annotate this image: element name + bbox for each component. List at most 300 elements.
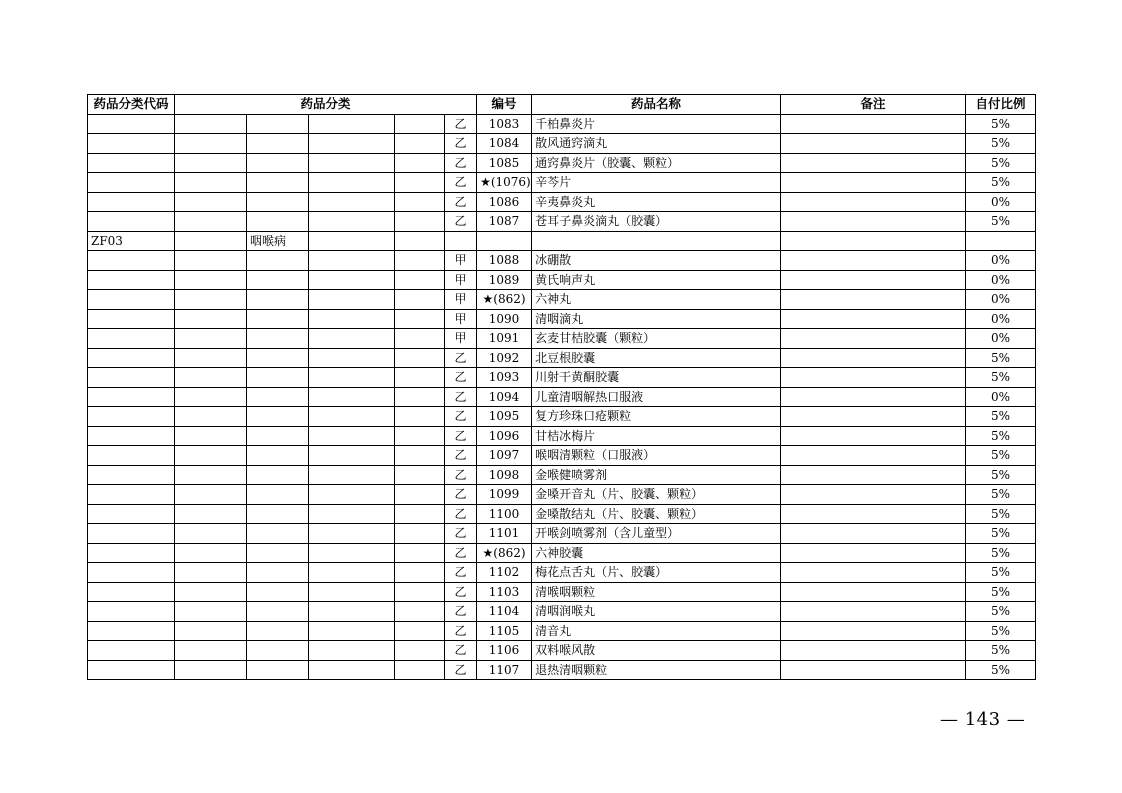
cell-drug-name: 清音丸 xyxy=(532,621,781,641)
cell-category xyxy=(247,524,309,544)
cell-ratio: 5% xyxy=(966,485,1036,505)
cell-category xyxy=(247,582,309,602)
cell-empty xyxy=(175,270,247,290)
cell-empty xyxy=(395,387,445,407)
cell-category-code xyxy=(88,465,175,485)
cell-number: 1106 xyxy=(477,641,532,661)
table-row xyxy=(88,368,1036,388)
table-row xyxy=(88,641,1036,661)
cell-grade: 乙 xyxy=(445,348,477,368)
cell-empty xyxy=(309,270,395,290)
cell-empty xyxy=(309,251,395,271)
cell-remark xyxy=(781,504,966,524)
cell-drug-name: 冰硼散 xyxy=(532,251,781,271)
cell-grade: 乙 xyxy=(445,504,477,524)
cell-category-code xyxy=(88,660,175,680)
header-category-code: 药品分类代码 xyxy=(88,95,175,115)
cell-category-code xyxy=(88,387,175,407)
cell-number: 1107 xyxy=(477,660,532,680)
cell-category xyxy=(247,602,309,622)
cell-category xyxy=(247,251,309,271)
cell-empty xyxy=(395,290,445,310)
cell-drug-name: 清咽滴丸 xyxy=(532,309,781,329)
cell-category xyxy=(247,407,309,427)
cell-empty xyxy=(395,543,445,563)
cell-drug-name: 开喉剑喷雾剂（含儿童型） xyxy=(532,524,781,544)
cell-category xyxy=(247,309,309,329)
table-row xyxy=(88,134,1036,154)
cell-ratio: 5% xyxy=(966,543,1036,563)
cell-drug-name: 金嗓开音丸（片、胶囊、颗粒） xyxy=(532,485,781,505)
cell-grade: 甲 xyxy=(445,309,477,329)
cell-ratio: 5% xyxy=(966,563,1036,583)
cell-remark xyxy=(781,407,966,427)
cell-empty xyxy=(175,290,247,310)
table-body xyxy=(88,114,1036,680)
cell-empty xyxy=(175,114,247,134)
cell-ratio: 5% xyxy=(966,582,1036,602)
cell-remark xyxy=(781,426,966,446)
cell-empty xyxy=(309,485,395,505)
cell-grade: 乙 xyxy=(445,446,477,466)
cell-grade: 乙 xyxy=(445,426,477,446)
cell-grade: 乙 xyxy=(445,524,477,544)
cell-number: 1101 xyxy=(477,524,532,544)
cell-remark xyxy=(781,192,966,212)
cell-empty xyxy=(309,504,395,524)
cell-empty xyxy=(395,153,445,173)
cell-ratio: 5% xyxy=(966,348,1036,368)
cell-number: 1098 xyxy=(477,465,532,485)
cell-category xyxy=(247,153,309,173)
cell-empty xyxy=(175,153,247,173)
cell-empty xyxy=(175,485,247,505)
cell-empty xyxy=(309,660,395,680)
cell-empty xyxy=(309,348,395,368)
cell-empty xyxy=(309,641,395,661)
cell-remark xyxy=(781,329,966,349)
cell-number: 1094 xyxy=(477,387,532,407)
cell-drug-name: 通窍鼻炎片（胶囊、颗粒） xyxy=(532,153,781,173)
cell-remark xyxy=(781,173,966,193)
cell-empty xyxy=(309,114,395,134)
cell-category-code xyxy=(88,407,175,427)
cell-empty xyxy=(395,446,445,466)
cell-drug-name: 甘桔冰梅片 xyxy=(532,426,781,446)
cell-drug-name: 儿童清咽解热口服液 xyxy=(532,387,781,407)
cell-empty xyxy=(395,641,445,661)
cell-empty xyxy=(175,192,247,212)
cell-grade: 乙 xyxy=(445,114,477,134)
cell-empty xyxy=(309,543,395,563)
table-row xyxy=(88,543,1036,563)
cell-remark xyxy=(781,368,966,388)
cell-category xyxy=(247,465,309,485)
cell-category-code xyxy=(88,524,175,544)
cell-number: 1102 xyxy=(477,563,532,583)
table-row xyxy=(88,348,1036,368)
cell-drug-name: 退热清咽颗粒 xyxy=(532,660,781,680)
cell-grade: 甲 xyxy=(445,290,477,310)
cell-category-code xyxy=(88,134,175,154)
table-header-row xyxy=(88,95,1036,115)
cell-remark xyxy=(781,309,966,329)
cell-empty xyxy=(309,212,395,232)
cell-grade: 乙 xyxy=(445,134,477,154)
cell-remark xyxy=(781,114,966,134)
cell-number: 1084 xyxy=(477,134,532,154)
cell-empty xyxy=(309,407,395,427)
cell-drug-name: 黄氏响声丸 xyxy=(532,270,781,290)
cell-empty xyxy=(175,641,247,661)
table-row xyxy=(88,660,1036,680)
cell-ratio: 0% xyxy=(966,387,1036,407)
cell-remark xyxy=(781,134,966,154)
drug-list-table xyxy=(87,94,1036,680)
cell-category xyxy=(247,212,309,232)
table-row xyxy=(88,582,1036,602)
table-row xyxy=(88,504,1036,524)
cell-category xyxy=(247,387,309,407)
cell-category-code xyxy=(88,446,175,466)
cell-grade: 乙 xyxy=(445,368,477,388)
cell-drug-name: 玄麦甘桔胶囊（颗粒） xyxy=(532,329,781,349)
cell-category xyxy=(247,368,309,388)
cell-remark xyxy=(781,524,966,544)
cell-empty xyxy=(175,329,247,349)
cell-grade: 乙 xyxy=(445,407,477,427)
table-row xyxy=(88,251,1036,271)
cell-grade: 乙 xyxy=(445,485,477,505)
cell-drug-name: 双料喉风散 xyxy=(532,641,781,661)
cell-category-code xyxy=(88,173,175,193)
cell-category-code xyxy=(88,582,175,602)
cell-empty xyxy=(395,114,445,134)
cell-empty xyxy=(175,563,247,583)
cell-empty xyxy=(395,485,445,505)
cell-ratio: 5% xyxy=(966,173,1036,193)
cell-empty xyxy=(309,446,395,466)
cell-category-code xyxy=(88,329,175,349)
cell-empty xyxy=(175,251,247,271)
cell-empty xyxy=(309,465,395,485)
cell-drug-name: 散风通窍滴丸 xyxy=(532,134,781,154)
cell-number: ★(1076) xyxy=(477,173,532,193)
cell-category xyxy=(247,485,309,505)
cell-category xyxy=(247,114,309,134)
cell-number: 1086 xyxy=(477,192,532,212)
cell-category-code xyxy=(88,563,175,583)
cell-empty xyxy=(175,660,247,680)
cell-grade: 乙 xyxy=(445,641,477,661)
cell-grade: 乙 xyxy=(445,582,477,602)
cell-ratio: 5% xyxy=(966,114,1036,134)
cell-empty xyxy=(309,426,395,446)
cell-remark xyxy=(781,465,966,485)
cell-ratio: 5% xyxy=(966,621,1036,641)
cell-empty xyxy=(175,465,247,485)
cell-remark xyxy=(781,485,966,505)
cell-empty xyxy=(175,621,247,641)
table-row xyxy=(88,212,1036,232)
cell-grade: 乙 xyxy=(445,465,477,485)
cell-number: 1088 xyxy=(477,251,532,271)
cell-category xyxy=(247,426,309,446)
cell-drug-name: 川射干黄酮胶囊 xyxy=(532,368,781,388)
cell-drug-name xyxy=(532,231,781,251)
cell-category-code xyxy=(88,290,175,310)
table-row xyxy=(88,387,1036,407)
cell-drug-name: 金喉健喷雾剂 xyxy=(532,465,781,485)
cell-empty xyxy=(395,329,445,349)
cell-empty xyxy=(395,504,445,524)
cell-number: 1090 xyxy=(477,309,532,329)
cell-remark xyxy=(781,621,966,641)
cell-number: 1099 xyxy=(477,485,532,505)
cell-category xyxy=(247,543,309,563)
header-ratio: 自付比例 xyxy=(966,95,1036,115)
table-row xyxy=(88,485,1036,505)
cell-number: 1097 xyxy=(477,446,532,466)
cell-remark xyxy=(781,270,966,290)
table-row xyxy=(88,309,1036,329)
cell-category-code xyxy=(88,543,175,563)
cell-grade: 乙 xyxy=(445,660,477,680)
header-category: 药品分类 xyxy=(175,95,477,115)
cell-empty xyxy=(309,582,395,602)
cell-remark xyxy=(781,641,966,661)
cell-category-code xyxy=(88,504,175,524)
cell-ratio: 0% xyxy=(966,309,1036,329)
cell-remark xyxy=(781,348,966,368)
cell-category xyxy=(247,270,309,290)
cell-category-code xyxy=(88,602,175,622)
cell-number: 1100 xyxy=(477,504,532,524)
cell-empty xyxy=(309,387,395,407)
cell-category-code xyxy=(88,368,175,388)
cell-empty xyxy=(309,290,395,310)
table-row xyxy=(88,446,1036,466)
cell-category-code xyxy=(88,192,175,212)
cell-remark xyxy=(781,212,966,232)
cell-ratio: 5% xyxy=(966,368,1036,388)
cell-drug-name: 金嗓散结丸（片、胶囊、颗粒） xyxy=(532,504,781,524)
cell-empty xyxy=(395,368,445,388)
cell-category-code xyxy=(88,114,175,134)
cell-empty xyxy=(175,309,247,329)
cell-category-code xyxy=(88,426,175,446)
table-row xyxy=(88,563,1036,583)
cell-drug-name: 梅花点舌丸（片、胶囊） xyxy=(532,563,781,583)
cell-empty xyxy=(175,407,247,427)
cell-category xyxy=(247,192,309,212)
cell-empty xyxy=(395,212,445,232)
cell-category xyxy=(247,348,309,368)
cell-ratio: 5% xyxy=(966,641,1036,661)
table-row xyxy=(88,602,1036,622)
cell-ratio: 5% xyxy=(966,407,1036,427)
cell-drug-name: 辛芩片 xyxy=(532,173,781,193)
cell-number: 1105 xyxy=(477,621,532,641)
cell-number: 1103 xyxy=(477,582,532,602)
cell-category-code xyxy=(88,309,175,329)
table-row xyxy=(88,270,1036,290)
cell-ratio: 0% xyxy=(966,290,1036,310)
table-row xyxy=(88,153,1036,173)
cell-grade: 乙 xyxy=(445,153,477,173)
cell-empty xyxy=(395,426,445,446)
header-drug-name: 药品名称 xyxy=(532,95,781,115)
cell-number: 1091 xyxy=(477,329,532,349)
cell-empty xyxy=(309,621,395,641)
cell-drug-name: 六神丸 xyxy=(532,290,781,310)
cell-grade: 甲 xyxy=(445,270,477,290)
cell-number: 1087 xyxy=(477,212,532,232)
cell-grade: 乙 xyxy=(445,173,477,193)
cell-number: ★(862) xyxy=(477,290,532,310)
page-number: — 143 — xyxy=(940,709,1026,730)
cell-drug-name: 苍耳子鼻炎滴丸（胶囊） xyxy=(532,212,781,232)
cell-number: 1096 xyxy=(477,426,532,446)
cell-ratio: 5% xyxy=(966,153,1036,173)
cell-empty xyxy=(309,368,395,388)
cell-remark xyxy=(781,563,966,583)
cell-category-code xyxy=(88,641,175,661)
cell-empty xyxy=(175,543,247,563)
cell-empty xyxy=(395,348,445,368)
cell-ratio: 5% xyxy=(966,660,1036,680)
cell-empty xyxy=(175,134,247,154)
cell-empty xyxy=(309,153,395,173)
cell-empty xyxy=(309,134,395,154)
cell-remark xyxy=(781,660,966,680)
cell-grade: 乙 xyxy=(445,192,477,212)
cell-empty xyxy=(175,446,247,466)
cell-empty xyxy=(309,563,395,583)
cell-empty xyxy=(309,602,395,622)
cell-remark xyxy=(781,543,966,563)
cell-empty xyxy=(175,524,247,544)
cell-empty xyxy=(395,407,445,427)
cell-drug-name: 复方珍珠口疮颗粒 xyxy=(532,407,781,427)
table-row xyxy=(88,173,1036,193)
cell-empty xyxy=(175,426,247,446)
cell-drug-name: 清喉咽颗粒 xyxy=(532,582,781,602)
cell-ratio: 5% xyxy=(966,465,1036,485)
cell-ratio: 5% xyxy=(966,446,1036,466)
cell-category xyxy=(247,446,309,466)
cell-empty xyxy=(175,348,247,368)
cell-category xyxy=(247,660,309,680)
cell-empty xyxy=(395,134,445,154)
cell-ratio: 0% xyxy=(966,270,1036,290)
cell-category-code xyxy=(88,212,175,232)
cell-empty xyxy=(395,270,445,290)
cell-empty xyxy=(175,212,247,232)
cell-grade: 乙 xyxy=(445,543,477,563)
cell-empty xyxy=(395,173,445,193)
cell-category-code xyxy=(88,621,175,641)
cell-empty xyxy=(395,309,445,329)
cell-category xyxy=(247,621,309,641)
cell-grade: 乙 xyxy=(445,621,477,641)
cell-number: 1085 xyxy=(477,153,532,173)
cell-ratio: 0% xyxy=(966,251,1036,271)
cell-empty xyxy=(395,602,445,622)
cell-empty xyxy=(309,231,395,251)
cell-empty xyxy=(395,563,445,583)
cell-ratio xyxy=(966,231,1036,251)
table-row xyxy=(88,524,1036,544)
cell-category-code: ZF03 xyxy=(88,231,175,251)
cell-remark xyxy=(781,602,966,622)
table-row xyxy=(88,329,1036,349)
cell-empty xyxy=(309,329,395,349)
cell-grade: 乙 xyxy=(445,602,477,622)
cell-empty xyxy=(395,524,445,544)
cell-category xyxy=(247,563,309,583)
cell-ratio: 5% xyxy=(966,212,1036,232)
cell-category xyxy=(247,329,309,349)
cell-empty xyxy=(395,465,445,485)
header-number: 编号 xyxy=(477,95,532,115)
cell-number: 1104 xyxy=(477,602,532,622)
cell-empty xyxy=(175,602,247,622)
cell-category-code xyxy=(88,251,175,271)
cell-category-code xyxy=(88,153,175,173)
cell-number xyxy=(477,231,532,251)
cell-empty xyxy=(309,309,395,329)
cell-ratio: 5% xyxy=(966,602,1036,622)
cell-empty xyxy=(175,173,247,193)
cell-number: 1083 xyxy=(477,114,532,134)
cell-ratio: 0% xyxy=(966,329,1036,349)
cell-empty xyxy=(395,192,445,212)
cell-number: 1093 xyxy=(477,368,532,388)
table-row xyxy=(88,621,1036,641)
cell-grade: 甲 xyxy=(445,251,477,271)
cell-drug-name: 辛夷鼻炎丸 xyxy=(532,192,781,212)
cell-remark xyxy=(781,231,966,251)
cell-drug-name: 喉咽清颗粒（口服液） xyxy=(532,446,781,466)
cell-category xyxy=(247,504,309,524)
cell-drug-name: 清咽润喉丸 xyxy=(532,602,781,622)
cell-empty xyxy=(395,582,445,602)
table-row xyxy=(88,114,1036,134)
cell-empty xyxy=(175,504,247,524)
cell-remark xyxy=(781,251,966,271)
cell-remark xyxy=(781,153,966,173)
table-row xyxy=(88,231,1036,251)
cell-number: 1089 xyxy=(477,270,532,290)
cell-remark xyxy=(781,387,966,407)
cell-empty xyxy=(395,231,445,251)
cell-category-code xyxy=(88,348,175,368)
cell-ratio: 5% xyxy=(966,524,1036,544)
cell-empty xyxy=(309,524,395,544)
cell-grade: 乙 xyxy=(445,387,477,407)
cell-ratio: 5% xyxy=(966,504,1036,524)
cell-category xyxy=(247,290,309,310)
cell-empty xyxy=(395,251,445,271)
cell-category: 咽喉病 xyxy=(247,231,309,251)
cell-drug-name: 六神胶囊 xyxy=(532,543,781,563)
table-row xyxy=(88,465,1036,485)
cell-ratio: 5% xyxy=(966,426,1036,446)
cell-empty xyxy=(175,368,247,388)
cell-empty xyxy=(309,173,395,193)
cell-category xyxy=(247,641,309,661)
